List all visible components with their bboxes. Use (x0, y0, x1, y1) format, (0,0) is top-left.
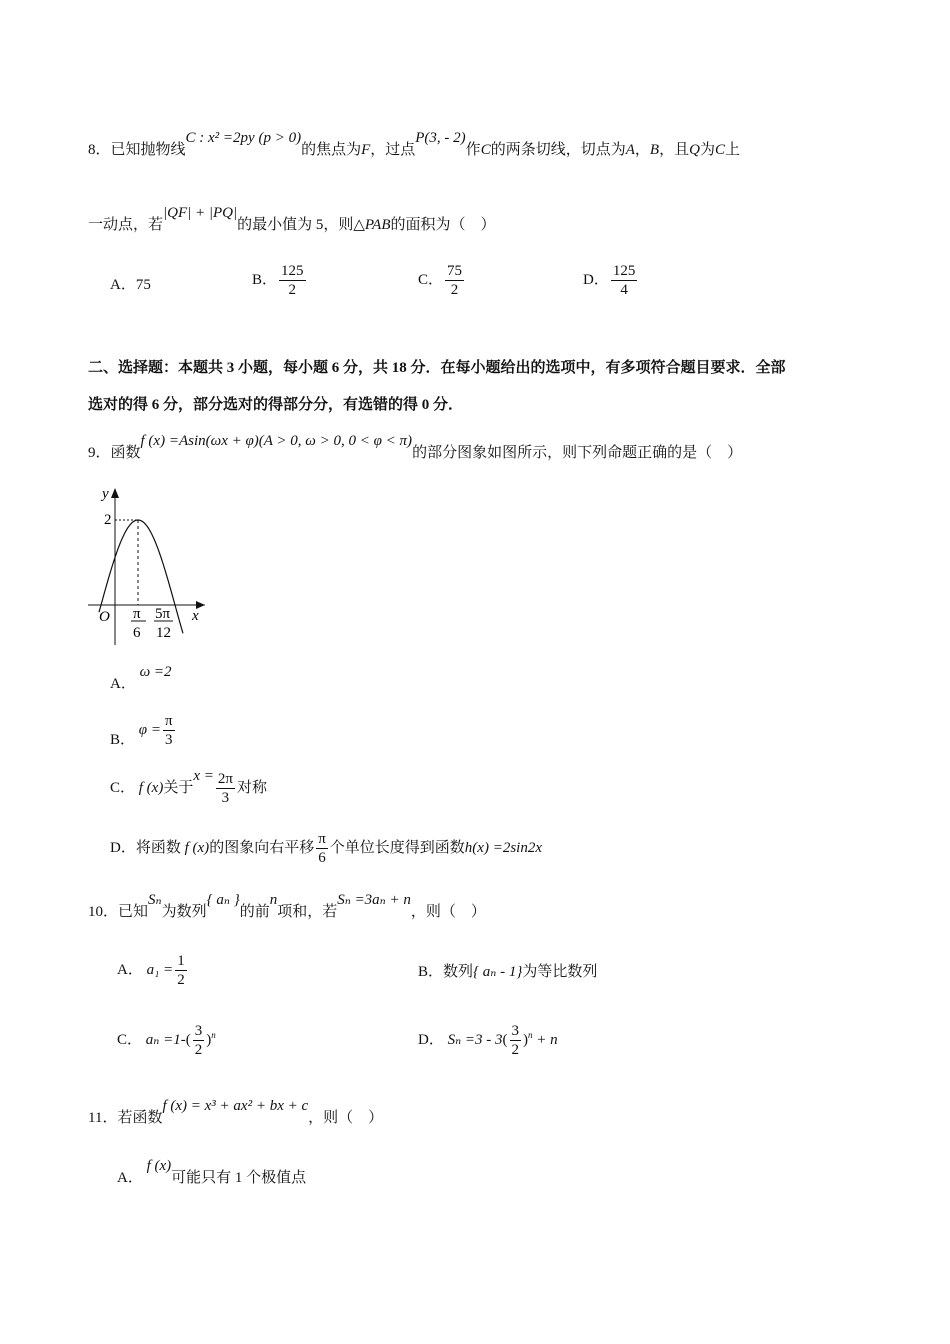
option-label: A． (117, 961, 143, 978)
parabola-equation: C : x² =2py (p > 0) (185, 130, 302, 146)
denominator: 2 (511, 1042, 520, 1058)
option-label: A． (110, 277, 136, 293)
text: 的部分图象如图所示，则下列命题正确的是（ ） (412, 445, 743, 461)
numerator: 3 (511, 1023, 520, 1039)
distance-expression: |QF| + |PQ| (163, 205, 238, 221)
option-label: C． (117, 1031, 143, 1048)
option-label: A． (117, 1170, 143, 1186)
numerator: 125 (612, 263, 636, 279)
question-10 (88, 892, 486, 922)
q9-option-a[interactable] (110, 664, 172, 694)
y-label: y (102, 486, 109, 502)
q9-option-b[interactable] (110, 712, 177, 749)
math-var: F (361, 142, 371, 158)
text: 作 (465, 142, 481, 158)
peak-label: 2 (104, 512, 112, 528)
text: 的两条切线，切点为 (490, 142, 626, 158)
math: n (269, 892, 278, 908)
math: aₙ =1- (145, 1031, 186, 1048)
denominator: 2 (177, 972, 185, 988)
option-expr: ω =2 (139, 664, 172, 680)
fraction (316, 830, 328, 867)
text: 11．若函数 (88, 1110, 163, 1126)
numerator: 75 (447, 263, 463, 279)
question-11 (88, 1098, 384, 1128)
fraction (445, 262, 464, 299)
text: ，过点 (370, 142, 416, 158)
q11-option-a[interactable] (117, 1158, 307, 1188)
option-label: D． (583, 271, 609, 288)
option-value: 75 (135, 277, 151, 293)
text: 一动点，若 (88, 217, 164, 233)
q10-option-b[interactable] (418, 962, 597, 982)
option-label: C． (418, 271, 444, 288)
exponent: n (528, 1029, 533, 1040)
numerator: π (318, 831, 326, 847)
math: f (x) (138, 779, 164, 796)
text: 的图象向右平移 (209, 839, 315, 856)
q10-option-c[interactable]: C． aₙ =1-( $\frac{3}{2}$ )$^n$ (117, 1023, 216, 1058)
text: ，且 (659, 142, 690, 158)
option-label: C． (110, 779, 136, 796)
math-var: C (714, 142, 725, 158)
math: Sₙ =3aₙ + n (337, 892, 411, 908)
tick-5pi-12-den: 12 (156, 625, 171, 641)
text: 10．已知 (88, 904, 149, 920)
text: 9．函数 (88, 445, 141, 461)
math-var: B (649, 142, 660, 158)
text: 可能只有 1 个极值点 (171, 1170, 307, 1186)
text: 数列 (443, 964, 474, 980)
math: a₁ = (146, 961, 174, 978)
math: { aₙ - 1} (473, 964, 523, 980)
numerator: 3 (194, 1023, 203, 1039)
denominator: 2 (194, 1042, 203, 1058)
text: 的焦点为 (301, 142, 362, 158)
option-label: D． (418, 1031, 444, 1048)
q8-option-a[interactable] (110, 275, 151, 295)
text: 将函数 (135, 839, 181, 856)
section-heading-line-1: 二、选择题：本题共 3 小题，每小题 6 分，共 18 分．在每小题给出的选项中，有多项符合题目要求．全部 (88, 360, 786, 376)
option-label: A． (110, 676, 136, 692)
denominator: 3 (164, 732, 173, 748)
point-p: P(3, - 2) (415, 130, 466, 146)
q8-option-d[interactable] (583, 262, 639, 299)
fraction (611, 262, 638, 299)
text: ， (634, 142, 650, 158)
text: 的前 (239, 904, 270, 920)
text: ，则（ ） (308, 1110, 384, 1126)
denominator: 6 (318, 850, 326, 866)
math: Sₙ (148, 892, 162, 908)
math: h(x) =2sin2x (464, 839, 542, 856)
math: + n (536, 1031, 558, 1048)
y-axis-arrow (111, 488, 119, 498)
origin-label: O (99, 609, 110, 625)
math: x = (193, 767, 214, 784)
numerator: π (164, 713, 173, 729)
q8-option-c[interactable] (418, 262, 466, 299)
tick-5pi-12-num: 5π (155, 606, 171, 622)
text: 为 (699, 142, 715, 158)
exponent: n (211, 1029, 216, 1040)
option-label: B． (418, 964, 444, 980)
math-var: PAB (364, 217, 391, 233)
sine-graph (80, 480, 230, 645)
q10-option-a[interactable] (117, 952, 189, 989)
text: 上 (724, 142, 740, 158)
math: f (x) (146, 1158, 172, 1174)
fraction (216, 770, 235, 807)
text: 项和，若 (277, 904, 338, 920)
text: 为等比数列 (522, 964, 598, 980)
text: 的面积为（ ） (390, 217, 496, 233)
function-definition: f (x) =Asin(ωx + φ)(A > 0, ω > 0, 0 < φ < π) (140, 433, 413, 449)
tick-pi-6-num: π (133, 606, 141, 622)
denominator: 3 (221, 790, 230, 806)
question-8-line-2 (88, 205, 496, 235)
math: f (x) (184, 839, 210, 856)
q9-option-d[interactable] (110, 830, 542, 867)
denominator: 2 (288, 282, 297, 298)
q10-option-d[interactable]: D． Sₙ =3 - 3( $\frac{3}{2}$ )$^n$ + n (418, 1023, 558, 1058)
denominator: 4 (620, 282, 628, 298)
q8-option-b[interactable] (252, 262, 308, 299)
text: 对称 (236, 779, 267, 796)
math: { aₙ } (206, 892, 240, 908)
tick-pi-6-den: 6 (133, 625, 141, 641)
numerator: 1 (177, 953, 185, 969)
numerator: 2π (217, 771, 233, 787)
text: 关于 (163, 779, 194, 796)
fraction (163, 712, 175, 749)
fraction (279, 262, 306, 299)
math: Sₙ =3 - 3 (447, 1031, 503, 1048)
fraction (175, 952, 187, 989)
x-label: x (192, 608, 199, 624)
option-expr: φ = (138, 721, 161, 738)
text: 为数列 (161, 904, 207, 920)
denominator: 2 (450, 282, 459, 298)
fraction (510, 1022, 522, 1059)
option-label: B． (110, 731, 136, 748)
function-definition: f (x) = x³ + ax² + bx + c (162, 1098, 309, 1114)
fraction (193, 1022, 205, 1059)
q9-option-c[interactable] (110, 767, 267, 807)
text: 的最小值为 5，则△ (237, 217, 365, 233)
sine-curve (99, 520, 183, 633)
option-label: D． (110, 839, 136, 856)
section-heading-line-2: 选对的得 6 分，部分选对的得部分分，有选错的得 0 分． (88, 397, 464, 413)
math-var: Q (689, 142, 700, 158)
question-9 (88, 433, 743, 463)
text: ，则（ ） (410, 904, 486, 920)
text: 个单位长度得到函数 (329, 839, 465, 856)
question-8-line-1 (88, 130, 740, 160)
option-label: B． (252, 271, 278, 288)
math-var: A (625, 142, 635, 158)
math-var: C (480, 142, 491, 158)
q8-stem: 8．已知抛物线 (88, 142, 186, 158)
numerator: 125 (281, 263, 304, 279)
